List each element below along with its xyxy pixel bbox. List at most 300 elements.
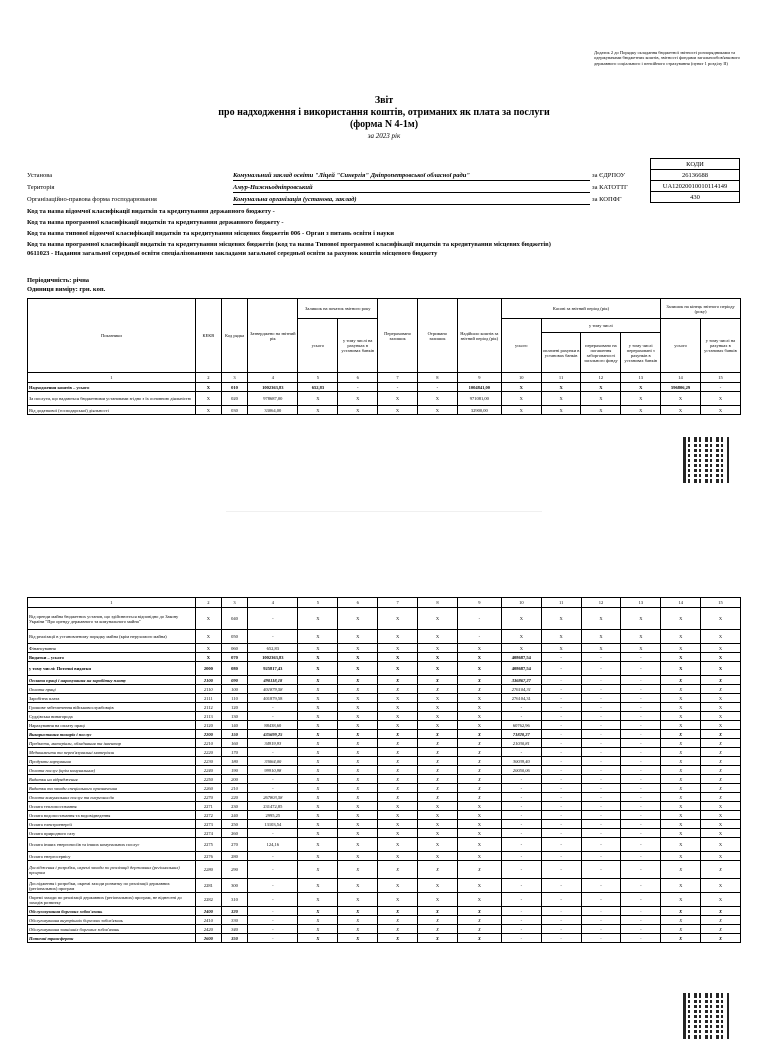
table-cell: X — [701, 757, 741, 766]
table-cell: - — [501, 703, 541, 712]
table-cell: X — [661, 757, 701, 766]
table-cell: 21030,81 — [501, 739, 541, 748]
table-cell: X — [621, 630, 661, 644]
table-cell: X — [338, 893, 378, 907]
table-cell: X — [661, 893, 701, 907]
table-cell: - — [541, 721, 581, 730]
table-cell: 2273 — [195, 820, 221, 829]
code-katottg: UA12020010010114149 — [651, 181, 740, 192]
table-cell: X — [378, 608, 418, 630]
table-cell: 2240 — [195, 766, 221, 775]
table-cell: - — [581, 721, 621, 730]
table-cell: X — [298, 802, 338, 811]
table-cell: X — [501, 383, 541, 392]
table-cell: X — [457, 820, 501, 829]
table-cell: - — [621, 793, 661, 802]
codes-table — [650, 158, 740, 203]
table-cell: X — [501, 644, 541, 653]
row-label: Оплата водопостачання та водовідведення — [28, 811, 196, 820]
table-cell: X — [418, 721, 458, 730]
table-cell: X — [621, 644, 661, 653]
table-cell: X — [298, 916, 338, 925]
table-cell: - — [501, 893, 541, 907]
table-cell: 280 — [221, 852, 247, 861]
table-cell: X — [661, 644, 701, 653]
column-number: 12 — [581, 598, 621, 608]
row-label: Обслуговування внутрішніх боргових зобов'язань — [28, 916, 196, 925]
table-row — [28, 916, 741, 925]
th-received: Отримано залишок — [417, 299, 457, 373]
table-cell: 20050,06 — [501, 766, 541, 775]
underline — [233, 180, 590, 181]
table-cell: X — [298, 852, 338, 861]
table-cell: X — [701, 775, 741, 784]
table-cell: X — [418, 775, 458, 784]
table-cell: X — [298, 907, 338, 916]
table-cell: X — [338, 907, 378, 916]
table-cell: X — [457, 934, 501, 943]
table-cell: X — [418, 820, 458, 829]
table-cell: - — [248, 829, 298, 838]
table-cell: X — [457, 757, 501, 766]
table-cell: X — [457, 829, 501, 838]
table-cell: - — [621, 861, 661, 879]
table-cell: X — [701, 712, 741, 721]
table-row — [28, 784, 741, 793]
th-transferred: Перераховано залишок — [378, 299, 418, 373]
table-cell: X — [661, 784, 701, 793]
table-cell: - — [581, 676, 621, 685]
table-cell: X — [661, 907, 701, 916]
table-row — [28, 820, 741, 829]
table-cell: 150 — [221, 730, 247, 739]
table-cell: X — [700, 406, 740, 415]
table-cell: - — [541, 766, 581, 775]
table-cell: 13103,54 — [248, 820, 298, 829]
table-cell: 1002363,83 — [248, 383, 298, 392]
table-cell: X — [501, 406, 541, 415]
table-cell: X — [378, 712, 418, 721]
table-cell: X — [661, 820, 701, 829]
table-cell: X — [378, 784, 418, 793]
table-cell: 2120 — [195, 721, 221, 730]
table-cell: X — [298, 676, 338, 685]
table-cell: - — [621, 748, 661, 757]
row-label: Оплата праці і нарахування на заробітну плату — [28, 676, 196, 685]
table-cell: 2111 — [195, 694, 221, 703]
table-row — [28, 793, 741, 802]
table-cell: X — [701, 653, 741, 662]
table-cell: - — [501, 907, 541, 916]
table-cell: X — [418, 793, 458, 802]
table-cell: X — [457, 893, 501, 907]
table-cell: X — [378, 802, 418, 811]
budget-line-4: Код та назва програмної класифікації видатків та кредитування місцевих бюджетів (код та назва Типової програмної класифікації видатків та кредитування місцевих бюджетів) 0611023 - Надання загальної середньої освіти спеціалізованими закладами загальної середньої освіти за рахунок коштів місцевого бюджету — [27, 241, 551, 257]
table-cell: 070 — [221, 653, 247, 662]
table-cell: X — [338, 925, 378, 934]
column-number: 1 — [28, 598, 196, 608]
table-cell: X — [457, 811, 501, 820]
table-cell: 2410 — [195, 916, 221, 925]
territory-value: Амур-Нижньодніпровський — [233, 184, 313, 191]
th-incl: у тому числі — [541, 319, 660, 333]
table-cell: - — [581, 916, 621, 925]
table-cell: - — [621, 703, 661, 712]
table-cell: X — [418, 739, 458, 748]
table-cell: X — [418, 802, 458, 811]
table-cell: - — [541, 793, 581, 802]
table-row — [28, 662, 741, 676]
table-cell: 270 — [221, 838, 247, 852]
table-cell: 652,83 — [298, 383, 338, 392]
table-cell: 2400 — [195, 907, 221, 916]
table-cell: X — [195, 644, 221, 653]
table-cell: - — [541, 653, 581, 662]
table-cell: X — [195, 608, 221, 630]
row-label: Оплата теплопостачання — [28, 802, 196, 811]
table-cell: - — [541, 676, 581, 685]
table-cell: - — [541, 712, 581, 721]
table-cell: - — [581, 852, 621, 861]
table-cell: X — [418, 644, 458, 653]
table-cell: - — [621, 838, 661, 852]
table-cell: X — [298, 703, 338, 712]
table-cell: X — [541, 608, 581, 630]
column-number: 9 — [457, 373, 501, 383]
table-cell: 330 — [221, 916, 247, 925]
table-cell: X — [298, 879, 338, 893]
table-cell: X — [418, 811, 458, 820]
th-total: усього — [298, 319, 338, 373]
table-row — [28, 861, 741, 879]
table-cell: - — [248, 608, 298, 630]
table-cell: X — [418, 916, 458, 925]
table-cell: 130 — [221, 712, 247, 721]
table-cell: 652,83 — [248, 644, 298, 653]
table-cell: - — [541, 829, 581, 838]
table-cell: X — [378, 721, 418, 730]
table-cell: X — [298, 721, 338, 730]
th-code: Код рядка — [221, 299, 247, 373]
table-cell: X — [661, 392, 701, 406]
table-cell: X — [457, 861, 501, 879]
column-number: 5 — [298, 598, 338, 608]
table-cell: X — [298, 793, 338, 802]
table-cell: - — [581, 712, 621, 721]
row-label: Дослідження і розробки, окремі заходи по реалізації державних (регіональних) програм — [28, 861, 196, 879]
table-cell: X — [298, 934, 338, 943]
table-cell: X — [378, 879, 418, 893]
table-row — [28, 802, 741, 811]
table-cell: X — [661, 662, 701, 676]
table-cell: X — [338, 811, 378, 820]
table-cell: X — [501, 630, 541, 644]
th-income: Надійшло коштів за звітний період (рік) — [457, 299, 501, 373]
table-cell: - — [541, 925, 581, 934]
table-cell: 190 — [221, 766, 247, 775]
table-cell: 020 — [221, 392, 247, 406]
table-cell: X — [457, 748, 501, 757]
table-cell: 040 — [221, 608, 247, 630]
table-cell: X — [298, 739, 338, 748]
table-cell: 300 — [221, 879, 247, 893]
table-cell: 320 — [221, 907, 247, 916]
table-cell: X — [621, 406, 661, 415]
table-cell: X — [457, 676, 501, 685]
institution-label: Установа — [27, 172, 53, 179]
table-cell: - — [541, 784, 581, 793]
table-cell: X — [457, 653, 501, 662]
table-cell: 180 — [221, 757, 247, 766]
table-cell: X — [661, 712, 701, 721]
table-cell: - — [501, 820, 541, 829]
table-cell: X — [661, 721, 701, 730]
table-cell: X — [661, 838, 701, 852]
table-cell: 030 — [221, 406, 247, 415]
column-number: 2 — [195, 373, 221, 383]
table-cell: X — [457, 662, 501, 676]
table-cell: 2282 — [195, 893, 221, 907]
table-cell: X — [298, 838, 338, 852]
table-row — [28, 811, 741, 820]
table-cell: - — [581, 662, 621, 676]
table-cell: X — [338, 775, 378, 784]
table-cell: X — [701, 925, 741, 934]
table-cell: X — [338, 644, 378, 653]
table-cell: X — [378, 829, 418, 838]
table-cell: X — [418, 694, 458, 703]
table-cell: - — [581, 820, 621, 829]
table-cell: - — [621, 662, 661, 676]
row-label: Оплата праці — [28, 685, 196, 694]
table-cell: X — [338, 784, 378, 793]
table-cell: X — [418, 662, 458, 676]
table-cell: X — [701, 838, 741, 852]
table-cell: - — [541, 820, 581, 829]
table-cell: - — [541, 916, 581, 925]
table-cell: X — [378, 694, 418, 703]
table-cell: X — [338, 392, 378, 406]
table-cell: X — [338, 739, 378, 748]
table-cell: X — [378, 703, 418, 712]
row-label: Предмети, матеріали, обладнання та інвентар — [28, 739, 196, 748]
table-cell: 200 — [221, 775, 247, 784]
table-cell: X — [298, 784, 338, 793]
table-cell: - — [581, 748, 621, 757]
table-cell: X — [457, 766, 501, 775]
table-cell: X — [417, 392, 457, 406]
table-cell: - — [621, 694, 661, 703]
row-label: Оплата комунальних послуг та енергоносіїв — [28, 793, 196, 802]
table-cell: X — [581, 392, 621, 406]
table-cell: 30039,40 — [501, 757, 541, 766]
table-cell: - — [541, 730, 581, 739]
table-cell: X — [298, 662, 338, 676]
table-cell: X — [418, 784, 458, 793]
kopfg-label: за КОПФГ — [592, 196, 622, 203]
table-cell: X — [418, 730, 458, 739]
table-cell: X — [701, 748, 741, 757]
table-cell: - — [541, 694, 581, 703]
table-cell: X — [541, 392, 581, 406]
row-label: Оплата послуг (крім комунальних) — [28, 766, 196, 775]
table-cell: X — [378, 852, 418, 861]
table-row — [28, 630, 741, 644]
table-row — [28, 925, 741, 934]
page-2 — [0, 520, 768, 1024]
table-row — [28, 838, 741, 852]
column-number: 2 — [195, 598, 221, 608]
column-number: 11 — [541, 373, 581, 383]
table-cell: 2100 — [195, 676, 221, 685]
table-cell: X — [298, 694, 338, 703]
table-cell: X — [195, 630, 221, 644]
table-income — [27, 298, 741, 415]
table-cell: X — [418, 838, 458, 852]
column-number: 5 — [298, 373, 338, 383]
table-cell: X — [418, 630, 458, 644]
table-cell: 2110 — [195, 685, 221, 694]
table-cell: X — [661, 802, 701, 811]
table-cell: - — [248, 925, 298, 934]
table-cell: - — [457, 608, 501, 630]
table-cell: X — [457, 721, 501, 730]
table-cell: X — [378, 685, 418, 694]
table-cell: 2600 — [195, 934, 221, 943]
table-cell: X — [701, 893, 741, 907]
table-cell: - — [581, 730, 621, 739]
table-expenses — [27, 597, 741, 943]
table-cell: X — [457, 907, 501, 916]
table-cell: - — [581, 802, 621, 811]
table-cell: X — [701, 784, 741, 793]
table-cell: X — [378, 893, 418, 907]
table-cell: - — [501, 775, 541, 784]
table-cell: - — [621, 916, 661, 925]
row-label: Дослідження і розробки, окремі заходи розвитку по реалізації державних (регіональних) програм — [28, 879, 196, 893]
table-cell: X — [661, 934, 701, 943]
table-cell: X — [338, 676, 378, 685]
table-cell: X — [661, 775, 701, 784]
table-cell: - — [581, 793, 621, 802]
column-number: 13 — [621, 373, 661, 383]
table-cell: - — [457, 630, 501, 644]
table-cell: X — [338, 653, 378, 662]
th-end-banks: у тому числі на рахунках в установах банків — [700, 319, 740, 373]
table-cell: - — [581, 775, 621, 784]
table-cell: X — [701, 685, 741, 694]
table-cell: X — [298, 608, 338, 630]
row-label: Обслуговування зовнішніх боргових зобов'язань — [28, 925, 196, 934]
legal-form-value: Комунальна організація (установа, заклад) — [233, 196, 357, 203]
table-cell: X — [195, 406, 221, 415]
row-label: Від додаткової (господарської) діяльності — [28, 406, 196, 415]
table-cell: - — [621, 739, 661, 748]
table-cell: X — [661, 916, 701, 925]
table-row — [28, 879, 741, 893]
table-cell: X — [457, 852, 501, 861]
table-row — [28, 730, 741, 739]
table-cell: - — [501, 934, 541, 943]
table-cell: X — [338, 802, 378, 811]
table-cell: X — [378, 653, 418, 662]
page-divider: ――――――――――――――――――――――――――――――――――――――――――――――――――――――――――――――――――――――――――――――― — [226, 508, 542, 513]
table-cell: X — [661, 703, 701, 712]
table-cell: X — [457, 694, 501, 703]
table-cell: X — [338, 662, 378, 676]
table-cell: X — [661, 685, 701, 694]
table-row — [28, 383, 741, 392]
table-cell: 050 — [221, 630, 247, 644]
table-cell: - — [541, 775, 581, 784]
table-cell: X — [661, 879, 701, 893]
table-cell: X — [195, 392, 221, 406]
table-cell: 435699,25 — [248, 730, 298, 739]
table-cell: 2271 — [195, 802, 221, 811]
table-row — [28, 644, 741, 653]
table-row — [28, 392, 741, 406]
underline — [233, 204, 590, 205]
column-number: 8 — [417, 373, 457, 383]
table-cell: X — [418, 852, 458, 861]
table-cell: 971081,00 — [457, 392, 501, 406]
column-number: 12 — [581, 373, 621, 383]
table-cell: X — [701, 934, 741, 943]
table-cell: 110 — [221, 694, 247, 703]
table-cell: X — [298, 406, 338, 415]
row-label: Грошове забезпечення військовослужбовців — [28, 703, 196, 712]
table-cell: X — [338, 406, 378, 415]
table-cell: X — [338, 685, 378, 694]
table-cell: - — [248, 784, 298, 793]
table-cell: 231472,85 — [248, 802, 298, 811]
table-cell: X — [298, 712, 338, 721]
table-cell: 090 — [221, 676, 247, 685]
table-cell: - — [581, 934, 621, 943]
table-cell: - — [541, 852, 581, 861]
table-cell: X — [457, 916, 501, 925]
table-cell: - — [581, 893, 621, 907]
table-cell: X — [418, 879, 458, 893]
table-cell: 2260 — [195, 784, 221, 793]
table-cell: X — [701, 662, 741, 676]
table-cell: X — [661, 829, 701, 838]
codes-header: КОДИ — [651, 159, 740, 170]
table-cell: X — [378, 406, 418, 415]
table-cell: 2220 — [195, 748, 221, 757]
row-label: Оплата електроенергії — [28, 820, 196, 829]
table-cell: 88438,60 — [248, 721, 298, 730]
table-cell: 170 — [221, 748, 247, 757]
th-transferred-gen: перераховано на погашення заборгованості загального фонду — [581, 333, 621, 373]
table-cell: X — [378, 861, 418, 879]
table-cell: X — [378, 662, 418, 676]
table-cell: X — [701, 829, 741, 838]
table-cell: X — [338, 829, 378, 838]
column-number: 9 — [457, 598, 501, 608]
table-cell: X — [338, 838, 378, 852]
table-cell: - — [621, 730, 661, 739]
table-row — [28, 608, 741, 630]
table-cell: X — [701, 907, 741, 916]
table-cell: X — [338, 861, 378, 879]
table-row — [28, 757, 741, 766]
table-cell: 2200 — [195, 730, 221, 739]
budget-line-3: Код та назва типової відомчої класифікації видатків та кредитування місцевих бюджетів 006 - Орган з питань освіти і науки — [27, 230, 394, 237]
table-cell: - — [248, 703, 298, 712]
table-cell: X — [541, 644, 581, 653]
table-cell: 408687,54 — [501, 653, 541, 662]
